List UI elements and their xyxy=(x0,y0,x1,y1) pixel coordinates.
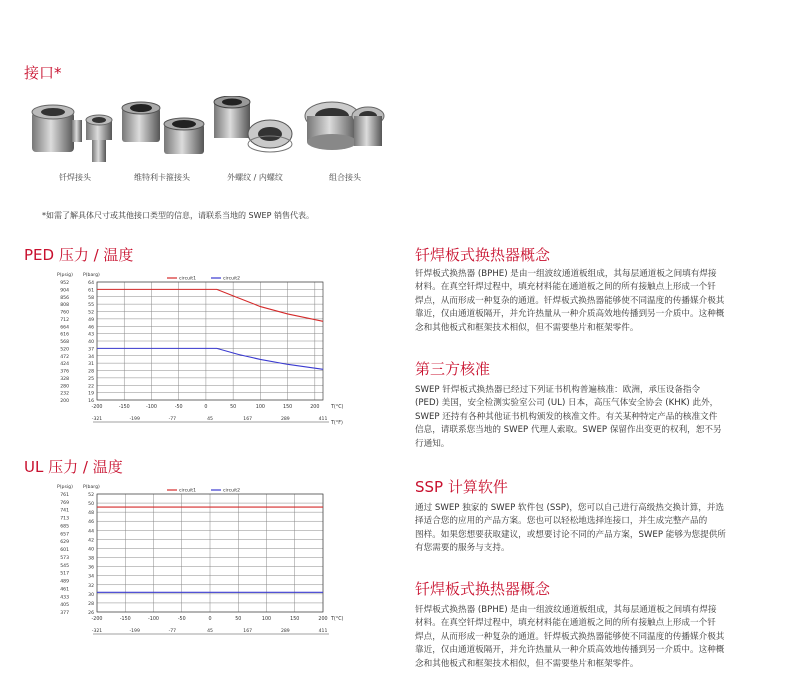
section-title-bphe-concept: 钎焊板式换热器概念 xyxy=(415,246,551,264)
y-tick-label-barg: 61 xyxy=(88,288,94,294)
section-title-ssp-software: SSP 计算软件 xyxy=(415,478,508,496)
series-line-circuit1 xyxy=(97,289,323,321)
y-tick-label-psig: 769 xyxy=(60,500,69,506)
x2-tick-label: -321 xyxy=(91,417,103,422)
y-tick-label-barg: 58 xyxy=(88,295,94,301)
x-tick-label: 50 xyxy=(235,617,242,622)
legend-label-circuit2: circuit2 xyxy=(223,276,241,282)
x-tick-label: 200 xyxy=(310,405,320,410)
y-tick-label-psig: 616 xyxy=(60,332,69,338)
x-tick-label: 50 xyxy=(230,405,237,410)
text-line: SWEP 还持有各种其他证书机构颁发的核准文件。有关某种特定产品的核准文件 xyxy=(415,411,718,422)
y-tick-label-psig: 545 xyxy=(60,563,69,569)
x-tick-label: 100 xyxy=(255,405,265,410)
text-line: 信息，请联系您当地的 SWEP 代理人索取。SWEP 保留作出变更的权利，恕不另 xyxy=(415,425,722,436)
text-line: 钎焊板式换热器 (BPHE) 是由一组波纹通道板组成，其每层通道板之间填有焊接 xyxy=(415,605,717,615)
x2-tick-label: -77 xyxy=(168,629,177,634)
connections-title: 接口* xyxy=(24,64,62,82)
x2-tick-label: 167 xyxy=(243,417,253,422)
y-tick-label-psig: 761 xyxy=(60,493,69,498)
x-axis-label: T(°C) xyxy=(331,405,344,410)
y-tick-label-psig: 568 xyxy=(60,340,69,345)
y-tick-label-barg: 48 xyxy=(88,511,94,517)
y-tick-label-barg: 46 xyxy=(88,325,94,331)
y-tick-label-barg: 50 xyxy=(88,502,94,508)
y-tick-label-barg: 36 xyxy=(88,565,94,571)
text-line: (PED) 美国，安全检测实验室公司 (UL) 日本，高压气体安全协会 (KHK) 此外， xyxy=(415,398,719,409)
y-tick-label-psig: 472 xyxy=(60,354,69,360)
section-text-third-party-approval xyxy=(415,384,787,451)
text-line: 念和其他板式和框架技术相似，但不需要垫片和框架零件。 xyxy=(415,322,639,333)
x-tick-label: 150 xyxy=(283,405,293,410)
section-text-bphe-concept xyxy=(415,268,787,335)
y-axis-label-barg: P(barg) xyxy=(83,273,100,278)
x2-tick-label: -77 xyxy=(168,417,177,422)
y-tick-label-barg: 28 xyxy=(88,601,94,607)
y-tick-label-psig: 280 xyxy=(60,384,69,390)
y-tick-label-psig: 856 xyxy=(60,295,69,301)
x-tick-label: 0 xyxy=(204,405,208,410)
y-tick-label-psig: 489 xyxy=(60,579,69,585)
y-tick-label-barg: 43 xyxy=(88,332,94,338)
y-tick-label-barg: 16 xyxy=(88,399,94,404)
x-axis-label: T(°C) xyxy=(331,617,344,622)
connection-label-threaded: 外螺纹 / 内螺纹 xyxy=(227,173,283,182)
y-tick-label-psig: 200 xyxy=(60,399,69,404)
x-tick-label: -100 xyxy=(146,405,157,410)
y-tick-label-barg: 34 xyxy=(88,574,94,580)
y-tick-label-barg: 46 xyxy=(88,520,94,526)
y-tick-label-psig: 377 xyxy=(60,611,69,616)
ul-pressure-temperature-chart xyxy=(55,480,355,642)
text-line: 行通知。 xyxy=(415,438,450,449)
connection-label-victaulic: 维特利卡箍接头 xyxy=(134,173,190,182)
x-tick-label: 200 xyxy=(318,617,328,622)
text-line: 靠近，仅由通道板隔开，并允许热量从一种介质高效地传播到另一介质中。这种概 xyxy=(415,645,725,656)
y-tick-label-barg: 30 xyxy=(88,592,94,598)
victaulic-connection-image xyxy=(118,96,208,166)
y-tick-label-barg: 19 xyxy=(88,391,94,397)
x2-tick-label: 167 xyxy=(243,629,253,634)
x-tick-label: -150 xyxy=(119,617,131,622)
ped-chart-title: PED 压力 / 温度 xyxy=(24,246,134,264)
x-tick-label: -150 xyxy=(118,405,130,410)
x2-tick-label: -199 xyxy=(129,629,140,634)
threaded-connection-image xyxy=(208,96,298,166)
y-tick-label-barg: 40 xyxy=(88,547,94,553)
connection-label-brazed: 钎焊接头 xyxy=(59,173,91,182)
x2-tick-label: 411 xyxy=(318,629,328,634)
x2-tick-label: -199 xyxy=(129,417,140,422)
x-tick-label: -200 xyxy=(91,617,103,622)
x-tick-label: -100 xyxy=(148,617,159,622)
y-tick-label-psig: 685 xyxy=(60,524,69,530)
y-tick-label-psig: 424 xyxy=(60,362,69,368)
y-tick-label-psig: 904 xyxy=(60,288,69,294)
y-tick-label-psig: 629 xyxy=(60,540,69,546)
y-axis-label-psig: P(psig) xyxy=(57,273,73,278)
brazed-connection-image-2 xyxy=(80,96,120,166)
y-tick-label-psig: 664 xyxy=(60,325,69,331)
text-line: 材料。在真空钎焊过程中，填充材料能在通道板之间的所有接触点上形成一个钎 xyxy=(415,618,716,629)
y-tick-label-barg: 31 xyxy=(88,362,94,368)
section-title-third-party-approval: 第三方核准 xyxy=(415,360,491,378)
x-tick-label: 100 xyxy=(261,617,272,622)
text-line: 念和其他板式和框架技术相似，但不需要垫片和框架零件。 xyxy=(415,658,639,669)
y-tick-label-psig: 520 xyxy=(60,347,69,353)
x-tick-label: -50 xyxy=(177,617,186,622)
y-tick-label-psig: 376 xyxy=(60,369,69,375)
y-tick-label-barg: 49 xyxy=(88,317,94,323)
text-line: 图样。如果您想要获取建议，或想要讨论不同的产品方案，SWEP 能够为您提供所 xyxy=(415,529,726,540)
y-tick-label-psig: 328 xyxy=(60,376,69,382)
x2-tick-label: 289 xyxy=(280,629,290,634)
y-tick-label-psig: 573 xyxy=(60,555,69,561)
legend-label-circuit1: circuit1 xyxy=(179,276,197,282)
y-tick-label-psig: 952 xyxy=(60,281,69,286)
legend-label-circuit1: circuit1 xyxy=(179,488,197,494)
text-line: 择适合您的应用的产品方案。您也可以轻松地选择连接口，并生成完整产品的 xyxy=(415,516,708,527)
x2-tick-label: -321 xyxy=(91,629,103,634)
text-line: 焊点，从而形成一种复杂的通道。钎焊板式换热器能够使不同温度的传播媒介极其 xyxy=(415,631,725,642)
ul-chart-title: UL 压力 / 温度 xyxy=(24,458,123,476)
y-axis-label-barg: P(barg) xyxy=(83,485,100,490)
y-tick-label-psig: 601 xyxy=(60,548,69,554)
y-axis-label-psig: P(psig) xyxy=(57,485,73,490)
brazed-connection-image xyxy=(28,96,88,166)
y-tick-label-psig: 713 xyxy=(60,516,69,522)
y-tick-label-barg: 37 xyxy=(88,347,94,353)
connection-label-combination: 组合接头 xyxy=(329,173,361,182)
legend-label-circuit2: circuit2 xyxy=(223,488,241,494)
x2-tick-label: 45 xyxy=(207,629,213,634)
y-tick-label-psig: 741 xyxy=(60,508,69,514)
y-tick-label-barg: 32 xyxy=(88,583,94,589)
section-text-ssp-software xyxy=(415,502,787,556)
series-line-circuit2 xyxy=(97,348,323,369)
x-tick-label: -200 xyxy=(91,405,103,410)
y-tick-label-psig: 712 xyxy=(60,317,69,323)
y-tick-label-psig: 461 xyxy=(60,587,69,593)
y-tick-label-psig: 517 xyxy=(60,571,69,577)
text-line: 靠近，仅由通道板隔开，并允许热量从一种介质高效地传播到另一介质中。这种概 xyxy=(415,309,725,320)
x2-axis-label: T(°F) xyxy=(331,421,343,426)
y-tick-label-barg: 26 xyxy=(88,611,94,616)
y-tick-label-barg: 42 xyxy=(88,538,94,544)
connections-note: *如需了解具体尺寸或其他接口类型的信息，请联系当地的 SWEP 销售代表。 xyxy=(42,211,314,220)
x-tick-label: -50 xyxy=(174,405,183,410)
y-tick-label-barg: 55 xyxy=(88,303,94,309)
y-tick-label-barg: 64 xyxy=(88,281,94,286)
y-tick-label-barg: 34 xyxy=(88,354,94,360)
y-tick-label-barg: 22 xyxy=(88,384,94,390)
y-tick-label-psig: 760 xyxy=(60,310,69,316)
y-tick-label-barg: 52 xyxy=(88,493,94,498)
text-line: 材料。在真空钎焊过程中，填充材料能在通道板之间的所有接触点上形成一个钎 xyxy=(415,282,716,293)
y-tick-label-barg: 40 xyxy=(88,340,94,345)
text-line: SWEP 钎焊板式换热器已经过下列证书机构普遍核准：欧洲，承压设备指令 xyxy=(415,385,701,395)
section-title-bphe-concept-2: 钎焊板式换热器概念 xyxy=(415,580,551,598)
section-text-bphe-concept-2 xyxy=(415,604,787,671)
y-tick-label-barg: 38 xyxy=(88,556,94,562)
y-tick-label-barg: 52 xyxy=(88,310,94,316)
text-line: 有您需要的服务与支持。 xyxy=(415,543,510,554)
ped-pressure-temperature-chart xyxy=(55,268,355,430)
y-tick-label-psig: 808 xyxy=(60,303,69,309)
x-tick-label: 0 xyxy=(208,617,212,622)
y-tick-label-psig: 657 xyxy=(60,532,69,538)
x-tick-label: 150 xyxy=(290,617,300,622)
y-tick-label-psig: 232 xyxy=(60,391,69,397)
text-line: 钎焊板式换热器 (BPHE) 是由一组波纹通道板组成，其每层通道板之间填有焊接 xyxy=(415,269,717,279)
y-tick-label-psig: 433 xyxy=(60,595,69,601)
y-tick-label-barg: 25 xyxy=(88,376,94,382)
y-tick-label-psig: 405 xyxy=(60,603,69,609)
text-line: 焊点，从而形成一种复杂的通道。钎焊板式换热器能够使不同温度的传播媒介极其 xyxy=(415,295,725,306)
x2-tick-label: 45 xyxy=(207,417,213,422)
combination-connection-image xyxy=(302,96,392,166)
x2-tick-label: 411 xyxy=(318,417,328,422)
y-tick-label-barg: 44 xyxy=(88,529,94,535)
y-tick-label-barg: 28 xyxy=(88,369,94,375)
text-line: 通过 SWEP 独家的 SWEP 软件包 (SSP)，您可以自己进行高级热交换计算，并选 xyxy=(415,503,725,513)
x2-tick-label: 289 xyxy=(280,417,290,422)
